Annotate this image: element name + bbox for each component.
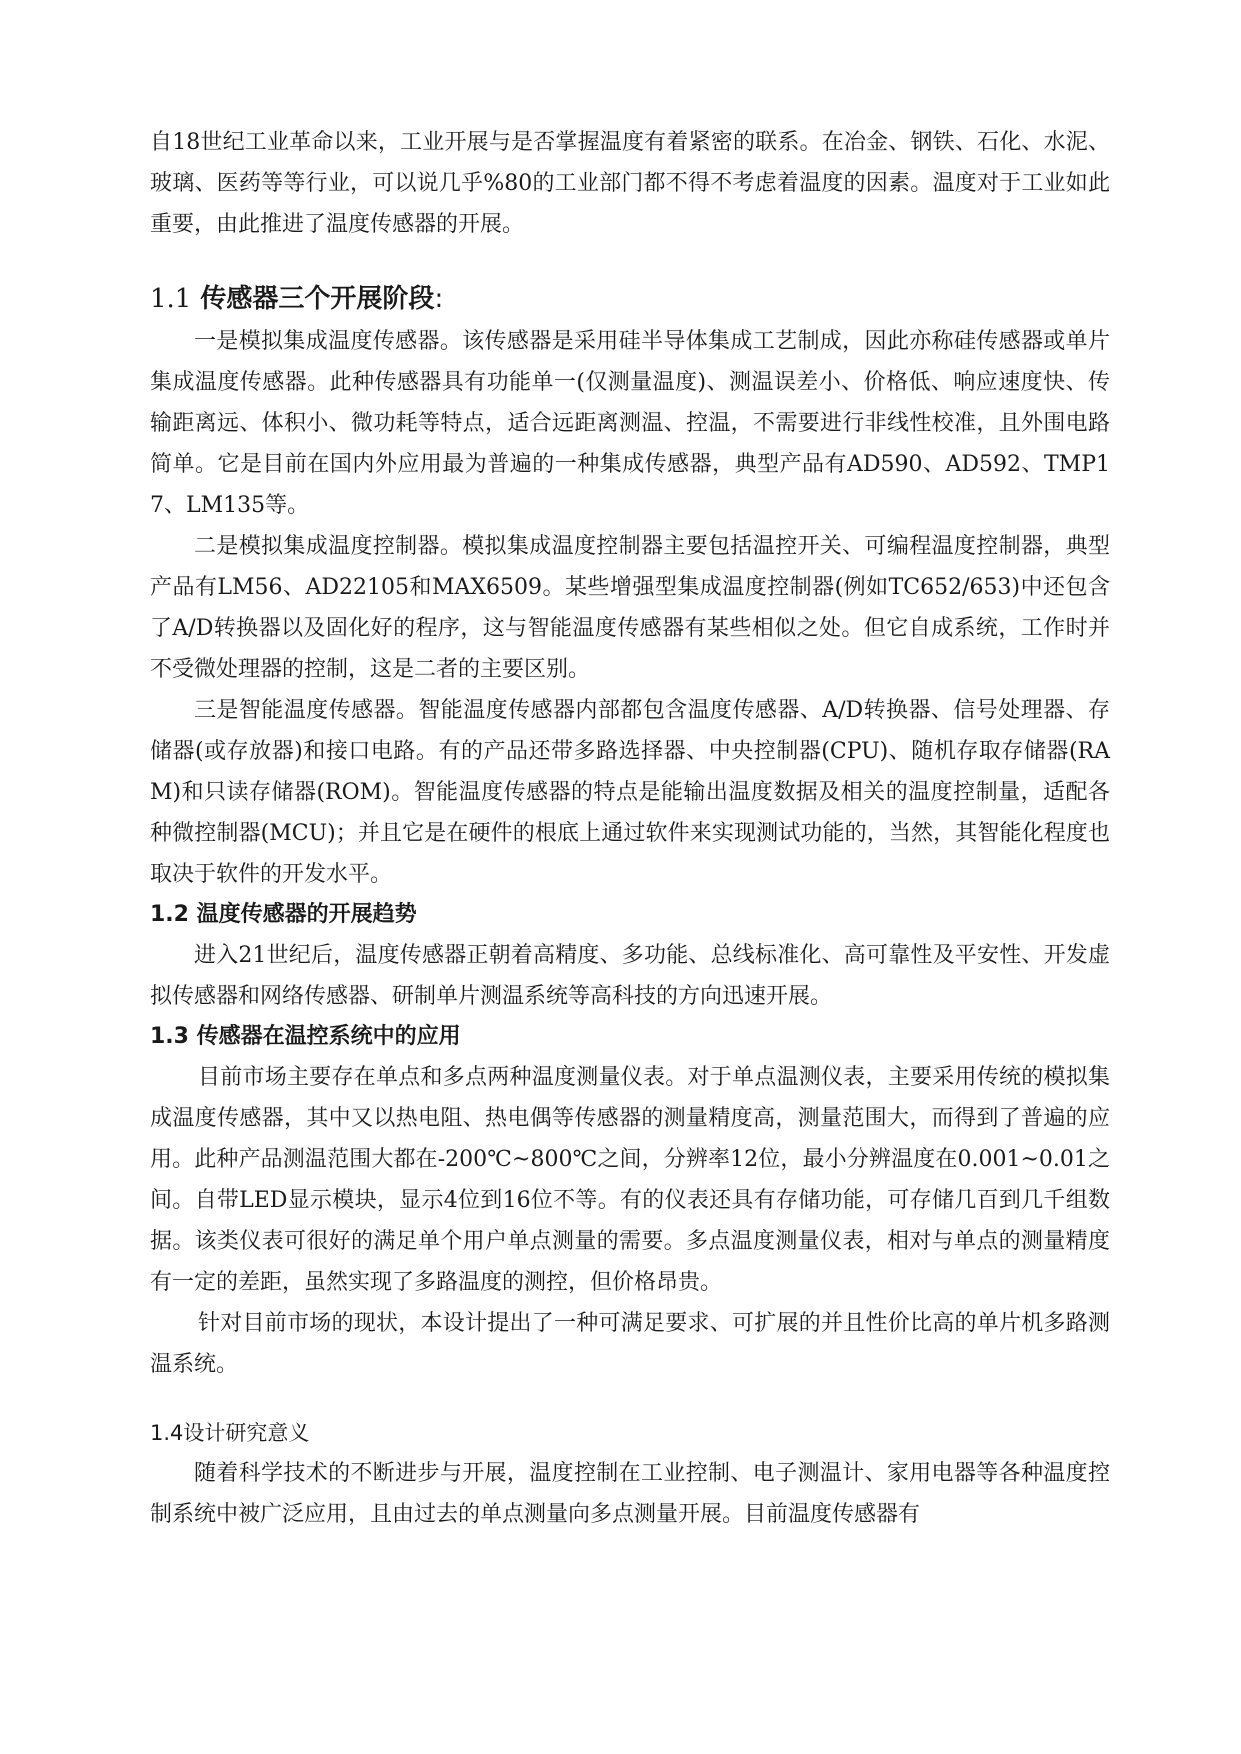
section-1-3-heading: 1.3 传感器在温控系统中的应用 bbox=[150, 1024, 461, 1049]
section-number: 1.1 bbox=[150, 284, 192, 314]
spacer bbox=[150, 1385, 1110, 1413]
section-1-1-heading bbox=[150, 277, 1110, 321]
paragraph: 一是模拟集成温度传感器。该传感器是采用硅半导体集成工艺制成，因此亦称硅传感器或单片集成温度传感器。此种传感器具有功能单一(仅测量温度)、测温误差小、价格低、响应速度快、传输距离远、体积小、微功耗等特点，适合远距离测温、控温，不需要进行非线性校准，且外围电路简单。它是目前在国内外应用最为普遍的一种集成传感器，典型产品有AD590、AD592、TMP17、LM135等。 bbox=[150, 329, 1110, 518]
section-1-4-heading bbox=[150, 1413, 1110, 1453]
section-1-2-heading: 1.2 温度传感器的开展趋势 bbox=[150, 902, 417, 927]
paragraph: 针对目前市场的现状，本设计提出了一种可满足要求、可扩展的并且性价比高的单片机多路测温系统。 bbox=[150, 1311, 1110, 1377]
section-title: 传感器三个开展阶段 bbox=[200, 284, 435, 314]
document-body bbox=[150, 122, 1110, 1535]
paragraph: 随着科学技术的不断进步与开展，温度控制在工业控制、电子测温计、家用电器等各种温度控制系统中被广泛应用，且由过去的单点测量向多点测量开展。目前温度传感器有 bbox=[150, 1461, 1110, 1527]
heading-colon: : bbox=[434, 284, 444, 314]
paragraph: 二是模拟集成温度控制器。模拟集成温度控制器主要包括温控开关、可编程温度控制器，典型产品有LM56、AD22105和MAX6509。某些增强型集成温度控制器(例如TC652/653)中还包含了A/D转换器以及固化好的程序，这与智能温度传感器有某些相似之处。但它自成系统，工作时并不受微处理器的控制，这是二者的主要区别。 bbox=[150, 534, 1110, 682]
spacer bbox=[150, 245, 1110, 277]
paragraph: 三是智能温度传感器。智能温度传感器内部都包含温度传感器、A/D转换器、信号处理器、存储器(或存放器)和接口电路。有的产品还带多路选择器、中央控制器(CPU)、随机存取存储器(RAM)和只读存储器(ROM)。智能温度传感器的特点是能输出温度数据及相关的温度控制量，适配各种微控制器(MCU)；并且它是在硬件的根底上通过软件来实现测试功能的，当然，其智能化程度也取决于软件的开发水平。 bbox=[150, 698, 1110, 887]
section-title: 设计研究意义 bbox=[183, 1421, 310, 1445]
paragraph: 目前市场主要存在单点和多点两种温度测量仪表。对于单点温测仪表，主要采用传统的模拟集成温度传感器，其中又以热电阻、热电偶等传感器的测量精度高，测量范围大，而得到了普遍的应用。此种产品测温范围大都在-200℃~800℃之间，分辨率12位，最小分辨温度在0.001~0.01之间。自带LED显示模块，显示4位到16位不等。有的仪表还具有存储功能，可存储几百到几千组数据。该类仪表可很好的满足单个用户单点测量的需要。多点温度测量仪表，相对与单点的测量精度有一定的差距，虽然实现了多路温度的测控，但价格昂贵。 bbox=[150, 1065, 1110, 1295]
section-number: 1.4 bbox=[150, 1421, 184, 1445]
paragraph: 进入21世纪后，温度传感器正朝着高精度、多功能、总线标准化、高可靠性及平安性、开发虚拟传感器和网络传感器、研制单片测温系统等高科技的方向迅速开展。 bbox=[150, 943, 1110, 1009]
intro-paragraph: 自18世纪工业革命以来，工业开展与是否掌握温度有着紧密的联系。在冶金、钢铁、石化、水泥、玻璃、医药等等行业，可以说几乎%80的工业部门都不得不考虑着温度的因素。温度对于工业如此重要，由此推进了温度传感器的开展。 bbox=[150, 130, 1110, 237]
